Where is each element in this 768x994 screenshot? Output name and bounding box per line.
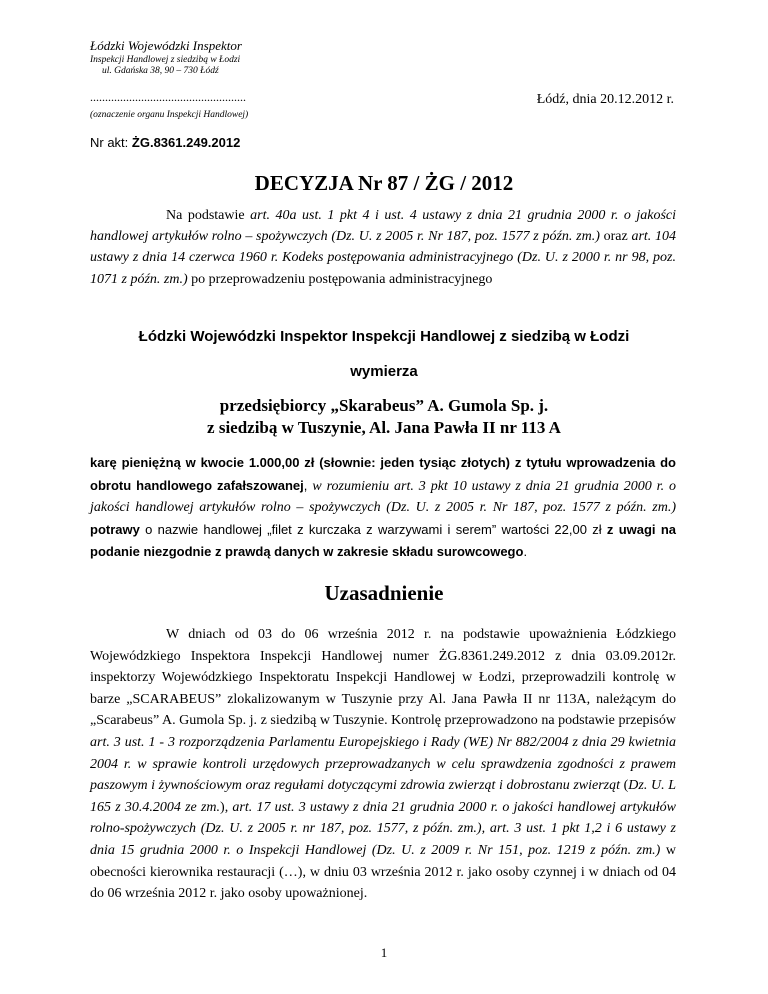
intro-text-2: oraz bbox=[599, 229, 632, 245]
organ-note: (oznaczenie organu Inspekcji Handlowej) bbox=[90, 110, 249, 120]
signature-dots: .................................................... bbox=[90, 90, 246, 104]
justification-paragraph bbox=[90, 624, 676, 905]
entity-name: przedsiębiorcy „Skarabeus” A. Gumola Sp. j. bbox=[219, 396, 549, 415]
penalty-text-3: o nazwie handlowej „filet z kurczaka z warzywami i serem” wartości 22,00 zł bbox=[139, 521, 607, 537]
penalty-text-4: . bbox=[523, 544, 528, 559]
section-title: Uzasadnienie bbox=[324, 581, 444, 605]
intro-paragraph bbox=[90, 205, 676, 290]
justification-text-4: w obecności kierownika restauracji (…), w dniu 03 września 2012 r. jako osoby czynnej i w dniach od 04 do 06 września 2012 r. jako osoby upoważnionej. bbox=[90, 842, 676, 902]
justification-legal-ref-3: art. 17 ust. 3 ustawy z dnia 21 grudnia 2000 r. o jakości handlowej artykułów rolno-spożywczych (Dz. U. z 2005 r. nr 187, poz. 1577, z późn. zm.), art. 3 ust. 1 pkt 1,2 i 6 ustawy z dnia 15 grudnia 2000 r. o Inspekcji Handlowej (Dz. U. z 2009 r. Nr 151, poz. 1219 z późn. zm.) bbox=[90, 799, 676, 858]
entity-address: z siedzibą w Tuszynie, Al. Jana Pawła II nr 113 A bbox=[207, 418, 561, 437]
intro-legal-basis-2: art. 104 ustawy z dnia 14 czerwca 1960 r. Kodeks postępowania administracyjnego (Dz. U. z 2000 r. nr 98, poz. 1071 z późn. zm.) bbox=[90, 229, 677, 287]
case-number bbox=[90, 135, 240, 150]
justification-text-3: ), bbox=[220, 799, 233, 815]
page-number: 1 bbox=[380, 945, 388, 960]
case-number-value: ŻG.8361.249.2012 bbox=[131, 135, 241, 150]
penalty-text-1: , bbox=[303, 477, 313, 493]
intro-legal-basis-1: art. 40a ust. 1 pkt 4 i ust. 4 ustawy z dnia 21 grudnia 2000 r. o jakości handlowej artykułów rolno – spożywczych (Dz. U. z 2005 r. Nr 187, poz. 1577 z późn. zm.) bbox=[90, 208, 677, 245]
justification-legal-ref-1: art. 3 ust. 1 - 3 rozporządzenia Parlamentu Europejskiego i Rady (WE) Nr 882/2004 z dnia 29 kwietnia 2004 r. w sprawie kontroli urzędowych przeprowadzanych w celu sprawdzenia zgodności z prawem paszowym i żywnościowym oraz regułami dotyczącymi zdrowia zwierząt i dobrostanu zwierząt bbox=[90, 734, 676, 794]
penalty-product: potrawy bbox=[90, 521, 140, 537]
office-subname: Inspekcji Handlowej z siedzibą w Łodzi bbox=[90, 55, 241, 65]
justification-text-1: W dniach od 03 do 06 września 2012 r. na podstawie upoważnienia Łódzkiego Wojewódzkiego Inspektora Inspekcji Handlowej numer ŻG.8361.249.2012 z dnia 03.09.2012r. inspektorzy Wojewódzkiego Inspektoratu Inspekcji Handlowej w Łodzi, przeprowadzili kontrolę w barze „SCARABEUS” zlokalizowanym w Tuszynie przy Al. Jana Pawła II nr 113A, należącym do „Scarabeus” A. Gumola Sp. j. z siedzibą w Tuszynie. Kontrolę przeprowadzono na podstawie przepisów bbox=[90, 627, 676, 729]
wymierza-label: wymierza bbox=[350, 363, 418, 380]
office-name: Łódzki Wojewódzki Inspektor bbox=[90, 38, 242, 53]
intro-text-1: Na podstawie bbox=[166, 208, 251, 223]
office-address: ul. Gdańska 38, 90 – 730 Łódź bbox=[102, 66, 219, 76]
intro-text-3: po przeprowadzeniu postępowania administracyjnego bbox=[187, 271, 493, 287]
justification-text-2: ( bbox=[620, 778, 629, 794]
penalty-amount: karę pieniężną w kwocie 1.000,00 zł (słownie: jeden tysiąc złotych) z tytułu wprowadzenia do obrotu handlowego zafałszowanej bbox=[90, 455, 676, 493]
penalty-legal-ref: w rozumieniu art. 3 pkt 10 ustawy z dnia 21 grudnia 2000 r. o jakości handlowej artykułów rolno – spożywczych (Dz. U. z 2005 r. Nr 187, poz. 1577 z późn. zm.) bbox=[90, 478, 676, 515]
authority-name: Łódzki Wojewódzki Inspektor Inspekcji Handlowej z siedzibą w Łodzi bbox=[138, 328, 630, 345]
document-date: Łódź, dnia 20.12.2012 r. bbox=[536, 92, 674, 107]
decision-title: DECYZJA Nr 87 / ŻG / 2012 bbox=[254, 171, 514, 195]
penalty-paragraph bbox=[90, 452, 676, 564]
case-number-label: Nr akt: bbox=[90, 135, 132, 150]
penalty-reason: z uwagi na podanie niezgodnie z prawdą danych w zakresie składu surowcowego bbox=[90, 521, 676, 559]
justification-legal-ref-2: Dz. U. L 165 z 30.4.2004 ze zm. bbox=[90, 778, 676, 815]
